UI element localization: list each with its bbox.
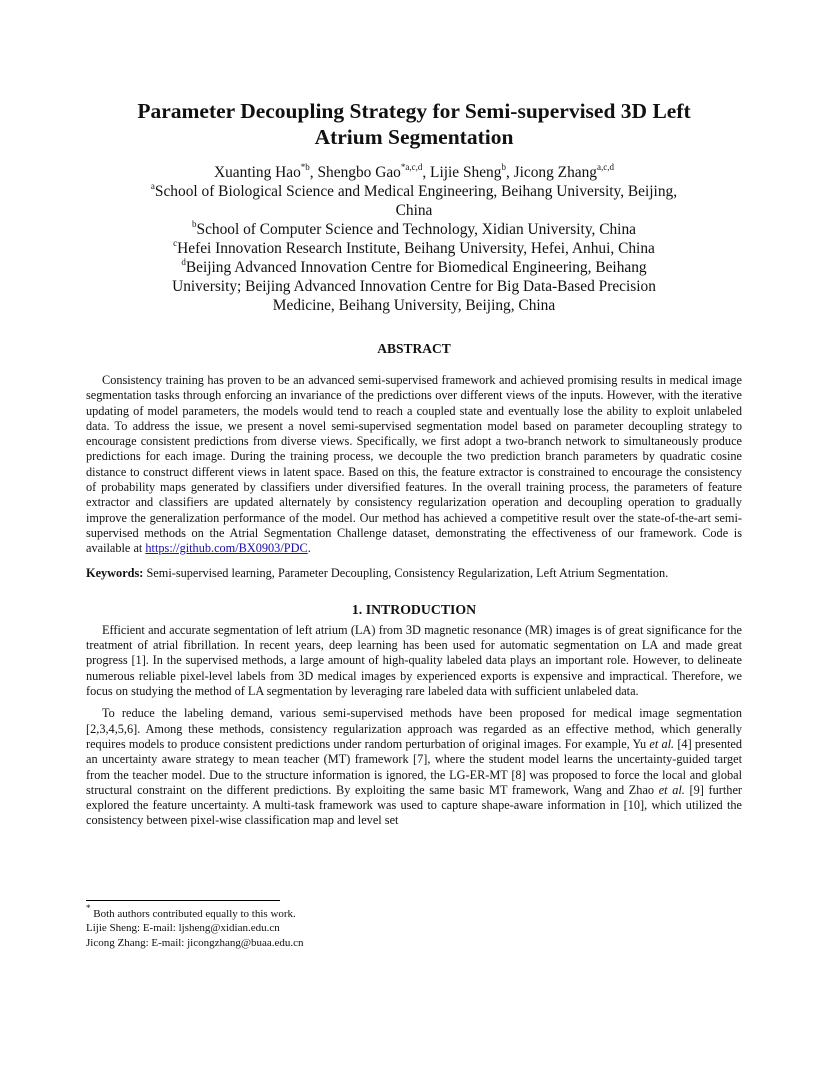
text-run: [9] further explored the feature uncertainty. A multi-task framework was used to capture shape-aware information in [10], which utilized the consistency between pixel-wise classification map and level set: [86, 782, 742, 828]
footnotes: [86, 903, 304, 950]
abstract-tail: .: [307, 541, 311, 556]
author-affil-mark: b: [501, 161, 506, 172]
paper-title: Parameter Decoupling Strategy for Semi-supervised 3D Left Atrium Segmentation: [137, 99, 691, 149]
text-run-italic: et al.: [658, 782, 685, 797]
affiliation-text: Beijing Advanced Innovation Centre for Biomedical Engineering, Beihang University; Beijing Advanced Innovation Centre for Big Data-Based Precision Medicine, Beihang University, Beijing, China: [172, 259, 656, 314]
text-run-italic: et al.: [649, 736, 675, 751]
author-separator: ,: [309, 164, 318, 181]
intro-paragraph-2: [86, 706, 742, 828]
footnote: [86, 921, 304, 935]
author-name: Shengbo Gao: [317, 164, 401, 181]
author-name: Jicong Zhang: [513, 164, 597, 181]
footnote-rule: [86, 900, 280, 901]
author-affil-mark: a,c,d: [597, 161, 614, 172]
affiliation-mark: d: [181, 256, 186, 267]
abstract-text: [86, 373, 742, 557]
footnote-text: Both authors contributed equally to this work.: [90, 908, 296, 920]
affiliation-list: [146, 182, 682, 315]
author-name: Lijie Sheng: [430, 164, 502, 181]
section-heading-introduction: 1. INTRODUCTION: [351, 601, 477, 617]
affiliation: [146, 258, 682, 315]
affiliation-text: School of Computer Science and Technology, Xidian University, China: [196, 221, 636, 238]
footnote-mark: *: [86, 903, 91, 914]
author-separator: ,: [422, 164, 431, 181]
footnote-text: Lijie Sheng: E-mail: ljsheng@xidian.edu.cn: [86, 922, 280, 935]
author-affil-mark: *b: [300, 161, 310, 172]
text-run: [4] presented an uncertainty aware strategy to mean teacher (MT) framework [7], where the student model learns the uncertainty-guided target from the teacher model. Due to the structure information is ignored, the LG-ER-MT [8] was proposed to force the local and global structural constraint on the different predictions. By exploiting the same basic MT framework, Wang and Zhao: [86, 736, 742, 797]
affiliation: [146, 182, 682, 220]
text-run: To reduce the labeling demand, various semi-supervised methods have been proposed for medical image segmentation [2,3,4,5,6]. Among these methods, consistency regularization approach was regarded as an effective method, which generally requires models to produce consistent predictions under random perturbation of original images. For example, Yu: [86, 706, 742, 751]
author-separator: ,: [505, 164, 514, 181]
affiliation: [146, 220, 682, 239]
footnote: [86, 903, 304, 921]
footnote: [86, 936, 304, 950]
abstract-body: Consistency training has proven to be an advanced semi-supervised framework and achieved promising results in medical image segmentation tasks through enforcing an invariance of the predictions over different views of the inputs. However, with the iterative updating of model parameters, the models would tend to reach a coupled state and eventually lose the ability to exploit unlabeled data. To address the issue, we present a novel semi-supervised segmentation model based on parameter decoupling strategy to encourage consistent predictions from diverse views. Specifically, we first adopt a two-branch network to simultaneously produce predictions for each image. During the training process, we decouple the two prediction branch parameters by quadratic cosine distance to construct different views in latent space. Based on this, the feature extractor is constrained to encourage the consistency of probability maps generated by classifiers under diversified features. In the overall training process, the parameters of feature extractor and classifiers are updated alternately by consistency regularization operation and decoupling operation to gradually improve the generalization performance of the model. Our method has achieved a competitive result over the state-of-the-art semi-supervised methods on the Atrial Segmentation Challenge dataset, demonstrating the effectiveness of our framework. Code is available at: [86, 373, 742, 556]
author-list: [86, 163, 742, 182]
keywords-text: Semi-supervised learning, Parameter Decoupling, Consistency Regularization, Left Atrium Segmentation.: [143, 565, 669, 580]
affiliation: [146, 239, 682, 258]
author-affil-mark: *a,c,d: [400, 161, 423, 172]
affiliation-text: School of Biological Science and Medical Engineering, Beihang University, Beijing, China: [154, 183, 678, 219]
affiliation-mark: c: [173, 237, 178, 248]
keywords: [86, 566, 742, 581]
paper-page: [86, 98, 742, 829]
author-name: Xuanting Hao: [214, 164, 301, 181]
affiliation-text: Hefei Innovation Research Institute, Beihang University, Hefei, Anhui, China: [177, 240, 655, 257]
abstract-heading: ABSTRACT: [377, 341, 451, 356]
code-link[interactable]: https://github.com/BX0903/PDC: [145, 541, 308, 556]
footnote-text: Jicong Zhang: E-mail: jicongzhang@buaa.edu.cn: [86, 936, 304, 949]
affiliation-mark: b: [192, 218, 197, 229]
affiliation-mark: a: [150, 180, 155, 191]
intro-paragraph-1: Efficient and accurate segmentation of left atrium (LA) from 3D magnetic resonance (MR) images is of great significance for the treatment of atrial fibrillation. In recent years, deep learning has been used for automatic segmentation on LA and made great progress [1]. In the supervised methods, a large amount of high-quality labeled data plays an important role. However, to delineate numerous reliable pixel-level labels from 3D medical images by experienced exports is expensive and impractical. Therefore, we focus on studying the method of LA segmentation by leveraging rare labeled data with sufficient unlabeled data.: [86, 622, 742, 699]
keywords-label: Keywords:: [86, 565, 144, 580]
